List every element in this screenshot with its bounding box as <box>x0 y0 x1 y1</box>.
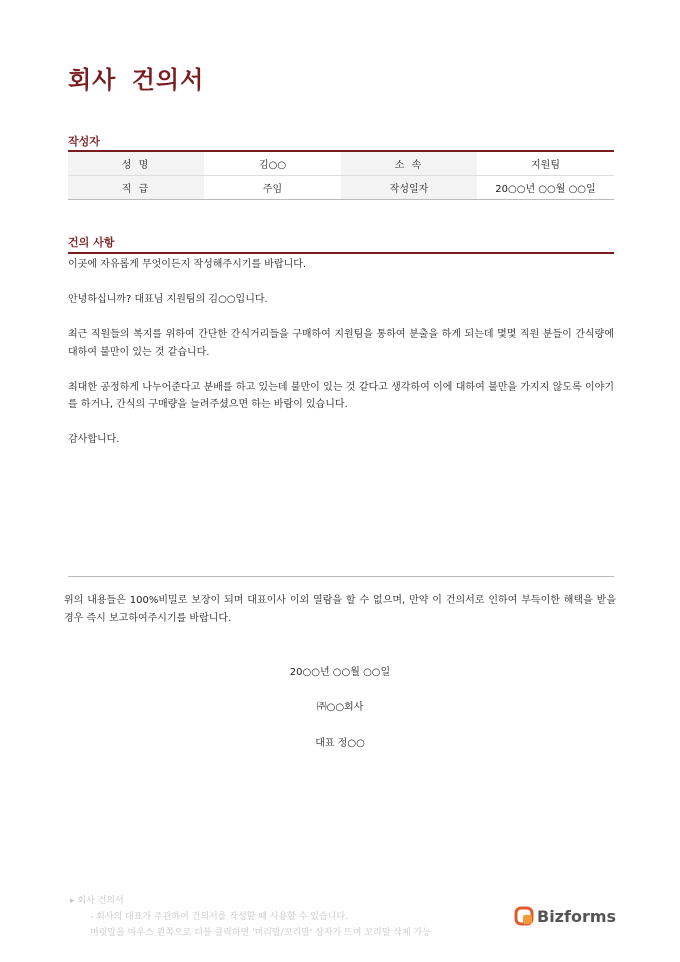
footer-notes <box>70 893 431 941</box>
table-row <box>68 151 614 176</box>
footer-description: - 회사의 대표가 주관하여 건의서를 작성할 때 사용할 수 있습니다. <box>90 912 348 922</box>
rank-value: 주임 <box>262 184 283 195</box>
rank-label: 직 급 <box>68 176 204 200</box>
date-value: 20○○년 ○○월 ○○일 <box>495 184 596 195</box>
paragraph: 이곳에 자유롭게 무엇이든지 작성해주시기를 바랍니다. <box>68 259 307 270</box>
footer-title: ▸ 회사 건의서 <box>70 896 124 906</box>
author-section-label: 작성자 <box>68 135 100 148</box>
paragraph: 안녕하십니까? 대표님 지원팀의 김○○입니다. <box>68 294 268 305</box>
sign-date: 20○○년 ○○월 ○○일 <box>289 667 391 678</box>
divider <box>68 576 614 577</box>
dept-value: 지원팀 <box>477 151 614 176</box>
proposal-section-label: 건의 사항 <box>68 236 115 249</box>
document-title: 회사 건의서 <box>68 66 205 94</box>
paragraph: 감사합니다. <box>68 434 120 445</box>
bizforms-logo-icon <box>514 906 534 926</box>
divider <box>68 252 614 254</box>
paragraph: 최대한 공정하게 나누어준다고 분배를 하고 있는데 불만이 있는 것 같다고 생각하여 이에 대하여 불만을 가지지 않도록 이야기를 하거나, 간식의 구매량을 늘려주셨으면 하는 바람이 있습니다. <box>68 381 614 410</box>
footer-instruction: 머릿말을 마우스 왼쪽으로 더블 클릭하면 '머리말/꼬리말' 상자가 뜨며 꼬리말 삭제 가능 <box>90 928 431 938</box>
company-name: ㈜○○회사 <box>316 702 364 713</box>
representative-name: 대표 정○○ <box>315 738 365 749</box>
dept-label: 소 속 <box>341 151 477 176</box>
name-label: 성 명 <box>68 151 204 176</box>
paragraph: 최근 직원들의 복지를 위하여 간단한 간식거리들을 구매하여 지원팀을 통하여 분출을 하게 되는데 몇몇 직원 분들이 간식량에 대하여 불만이 있는 것 같습니다. <box>68 329 614 358</box>
date-label: 작성일자 <box>341 176 477 200</box>
name-value: 김○○ <box>204 151 341 176</box>
bizforms-logo <box>514 906 616 926</box>
table-row <box>68 176 614 200</box>
confidentiality-notice: 위의 내용들은 100%비밀로 보장이 되며 대표이사 이외 열람을 할 수 없으며, 만약 이 건의서로 인하여 부득이한 해택을 받을 경우 즉시 보고하여주시기를 바랍니다. <box>64 595 616 624</box>
author-info-table <box>68 150 614 200</box>
proposal-body <box>68 256 614 466</box>
logo-text: Bizforms <box>537 906 617 926</box>
